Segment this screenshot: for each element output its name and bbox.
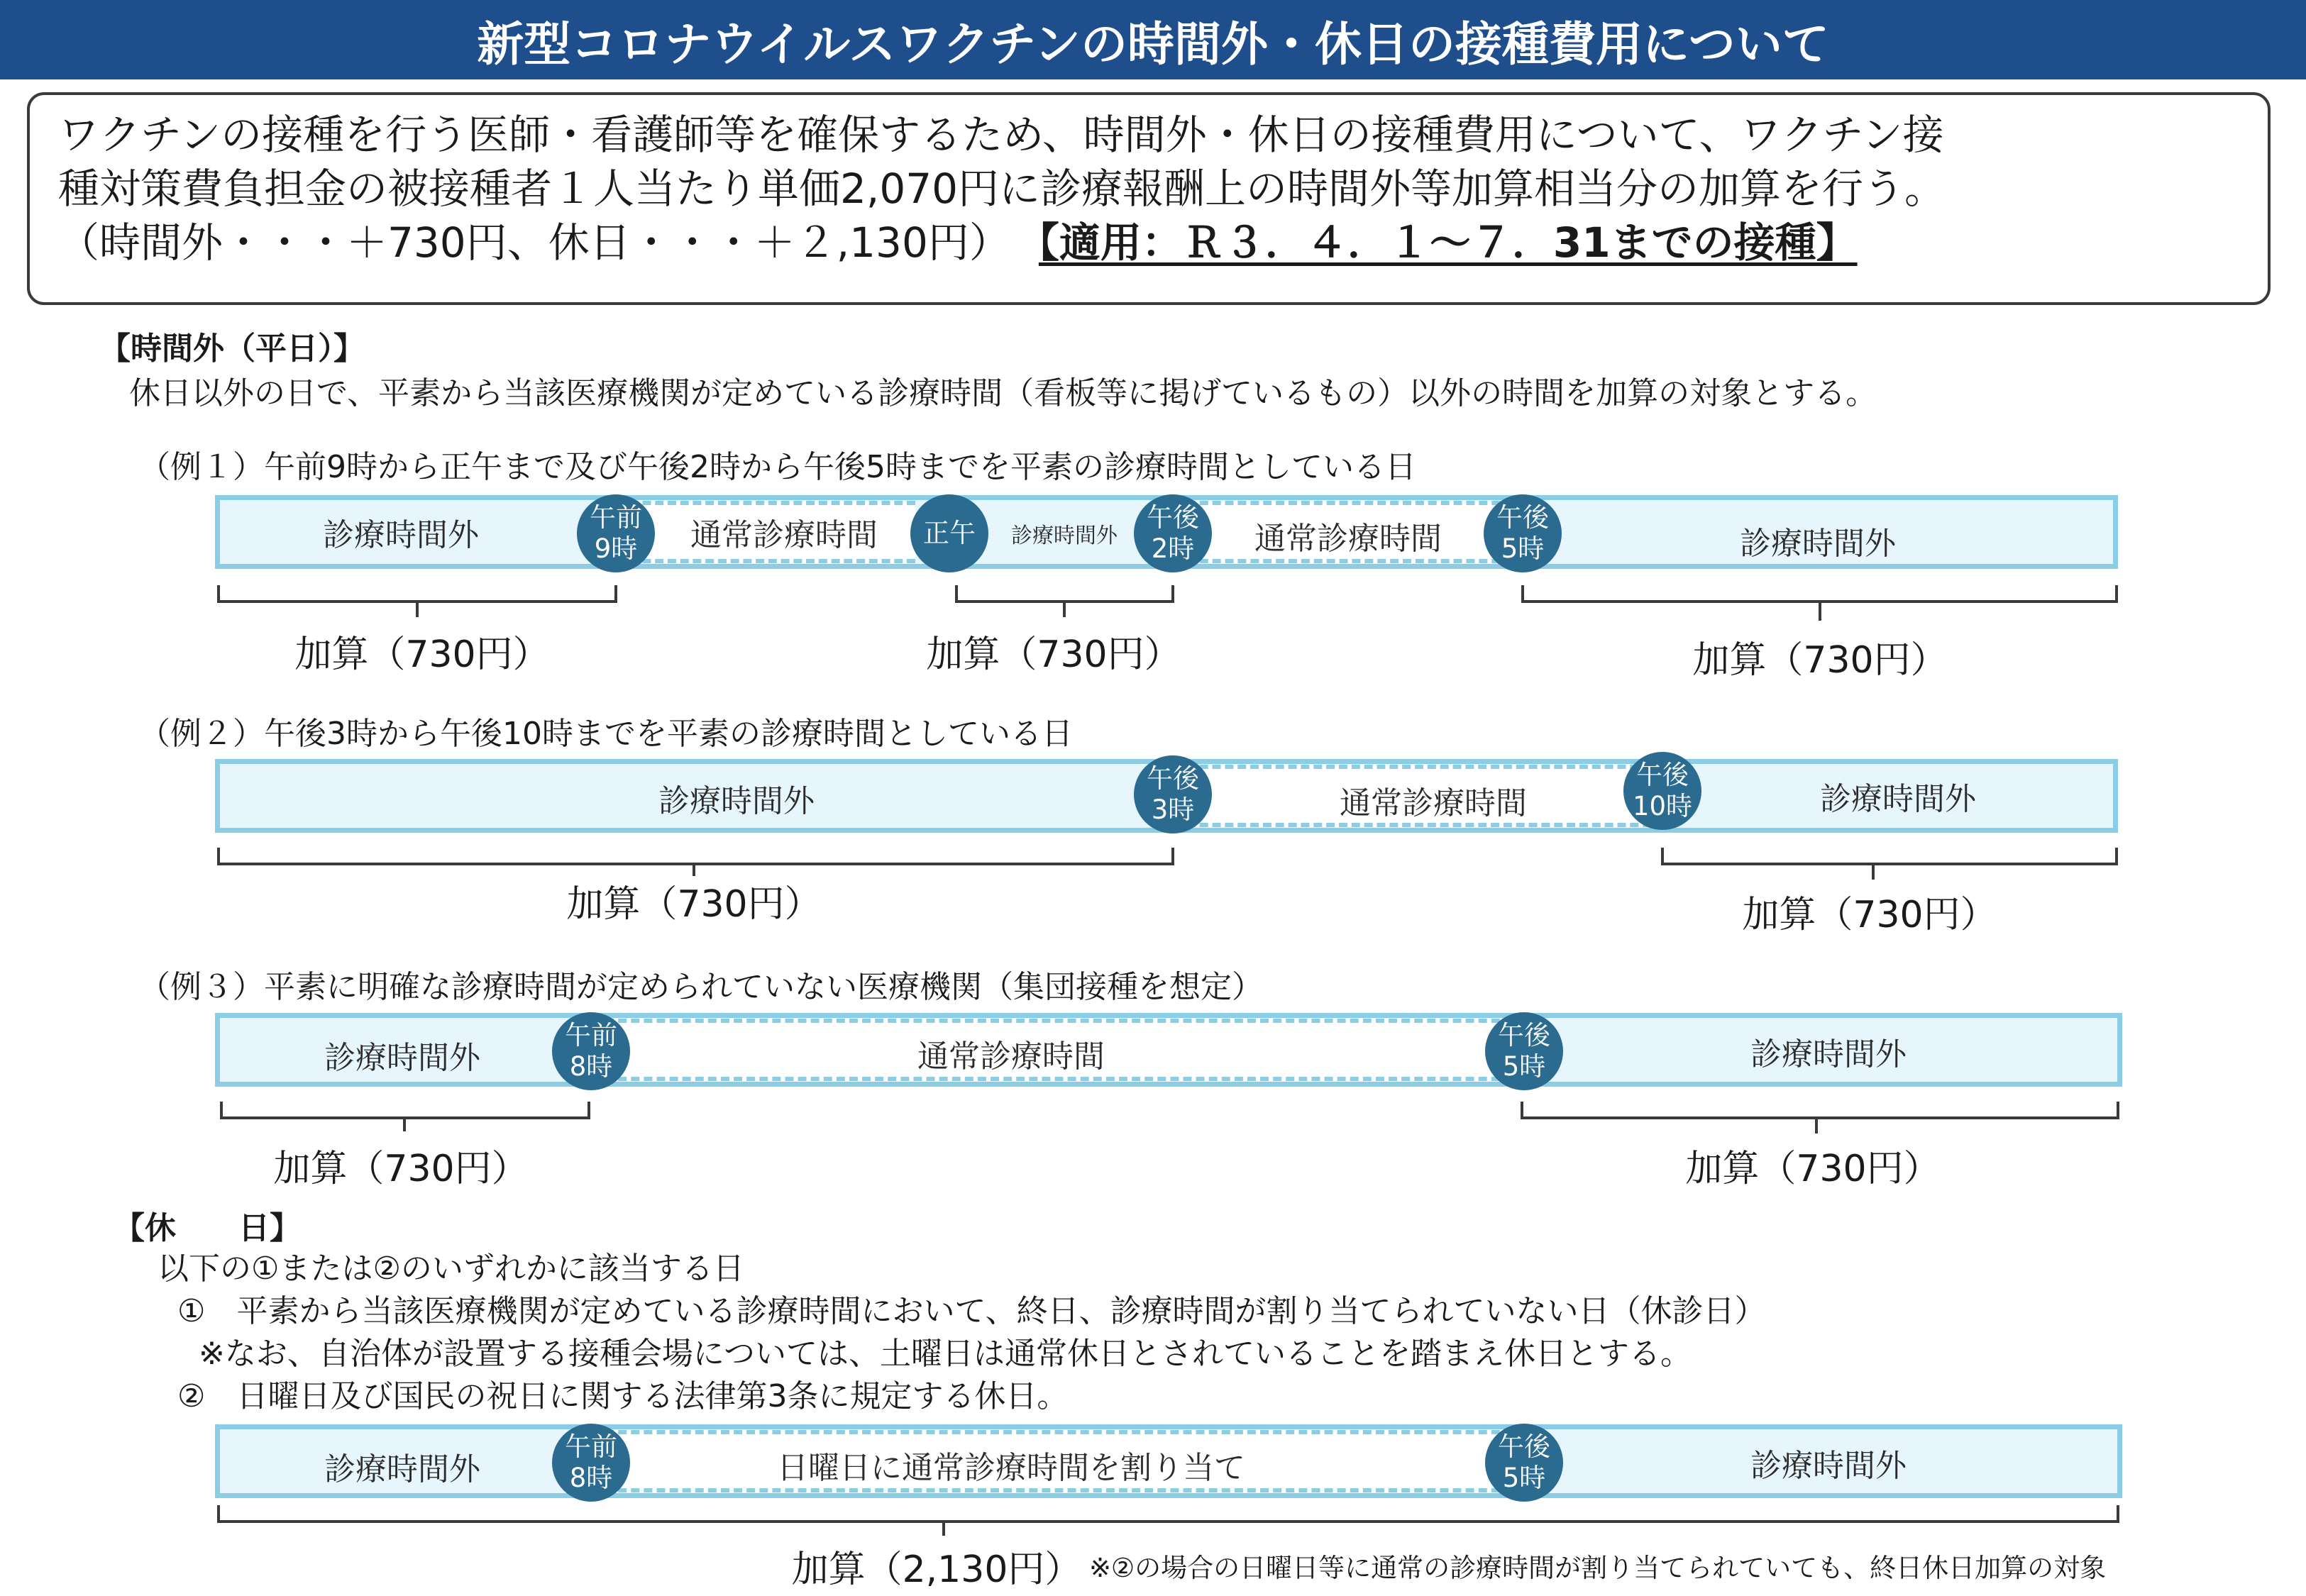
example-3-time-marker-8am <box>552 1012 630 1090</box>
example-3-title: （例３）平素に明確な診療時間が定められていない医療機関（集団接種を想定） <box>139 969 1263 1005</box>
holiday-item-1-note: ※なお、自治体が設置する接種会場については、土曜日は通常休日とされていることを踏まえ休日とする。 <box>199 1336 1692 1372</box>
bracket-ex2-1 <box>219 848 1173 876</box>
marker-line: 午前 <box>565 1020 617 1051</box>
example-1-segment-normal-2: 通常診療時間 <box>1254 521 1442 557</box>
example-2-segment-off-hours-2: 診療時間外 <box>1820 781 1976 817</box>
bracket-ex1-3 <box>1523 585 2117 621</box>
example-3-segment-normal: 通常診療時間 <box>917 1038 1105 1075</box>
holiday-time-marker-8am <box>552 1424 630 1502</box>
marker-line: 午前 <box>590 502 642 533</box>
holiday-segment-off-hours-1: 診療時間外 <box>324 1451 480 1487</box>
marker-line: 8時 <box>569 1051 613 1082</box>
example-1-segment-off-hours-1: 診療時間外 <box>323 517 479 553</box>
intro-box <box>27 92 2271 305</box>
bracket-ex1-1 <box>219 585 616 617</box>
example-2-segment-normal: 通常診療時間 <box>1340 785 1527 821</box>
example-1-segment-off-hours-3: 診療時間外 <box>1740 526 1896 562</box>
bracket-ex1-2 <box>956 585 1173 617</box>
bracket-ex3-2 <box>1522 1102 2118 1134</box>
holiday-item-1: ① 平素から当該医療機関が定めている診療時間において、終日、診療時間が割り当てられていない日（休診日） <box>177 1293 1766 1329</box>
marker-line: 3時 <box>1151 794 1195 825</box>
intro-period: 【適用：Ｒ３．４．１～７．31までの接種】 <box>1038 218 1858 267</box>
holiday-segment-off-hours-2: 診療時間外 <box>1750 1448 1907 1484</box>
holiday-surcharge: 加算（2,130円） <box>791 1548 1082 1591</box>
marker-line: 10時 <box>1632 791 1693 821</box>
page-title: 新型コロナウイルスワクチンの時間外・休日の接種費用について <box>0 0 2306 79</box>
example-2-time-marker-3pm <box>1134 755 1212 833</box>
marker-line: 午後 <box>1498 1020 1550 1051</box>
example-1-time-marker-5pm <box>1484 494 1562 572</box>
holiday-item-2: ② 日曜日及び国民の祝日に関する法律第3条に規定する休日。 <box>177 1378 1069 1414</box>
example-3-segment-off-hours-2: 診療時間外 <box>1750 1036 1907 1073</box>
intro-line-2: 種対策費負担金の被接種者１人当たり単価2,070円に診療報酬上の時間外等加算相当分の加算を行う。 <box>58 165 1946 213</box>
marker-line: 5時 <box>1502 1051 1546 1082</box>
marker-line: 午後 <box>1147 502 1199 533</box>
marker-line: 午後 <box>1498 1431 1550 1462</box>
example-1-surcharge-3: 加算（730円） <box>1692 639 1948 682</box>
marker-line: 午後 <box>1636 760 1689 790</box>
example-1-time-marker-2pm <box>1134 494 1212 572</box>
example-3-surcharge-1: 加算（730円） <box>273 1148 529 1190</box>
example-1-time-marker-noon <box>910 494 988 572</box>
marker-line: 8時 <box>569 1463 613 1493</box>
intro-line-1: ワクチンの接種を行う医師・看護師等を確保するため、時間外・休日の接種費用について、ワクチン接 <box>58 111 1944 159</box>
marker-line: 正午 <box>923 518 976 548</box>
intro-rates: （時間外・・・＋730円、休日・・・＋２,130円） <box>58 218 1010 267</box>
example-2-title: （例２）午後3時から午後10時までを平素の診療時間としている日 <box>139 716 1073 752</box>
holiday-heading: 【休 日】 <box>114 1210 301 1246</box>
example-3-time-marker-5pm <box>1485 1012 1563 1090</box>
example-1-segment-off-hours-2: 診療時間外 <box>1011 523 1118 548</box>
marker-line: 午前 <box>565 1431 617 1462</box>
marker-line: 9時 <box>594 533 638 564</box>
example-1-time-marker-9am <box>577 494 655 572</box>
bracket-ex3-1 <box>221 1102 589 1131</box>
example-2-surcharge-2: 加算（730円） <box>1742 894 1997 936</box>
example-1-surcharge-1: 加算（730円） <box>294 633 550 676</box>
overtime-description: 休日以外の日で、平素から当該医療機関が定めている診療時間（看板等に掲げているもの）以外の時間を加算の対象とする。 <box>129 375 1877 411</box>
example-1-surcharge-2: 加算（730円） <box>926 633 1181 676</box>
overtime-heading: 【時間外（平日）】 <box>99 331 365 367</box>
bracket-ex2-2 <box>1662 848 2117 880</box>
example-3-segment-off-hours-1: 診療時間外 <box>324 1040 480 1076</box>
example-1-segment-normal-1: 通常診療時間 <box>690 517 878 553</box>
holiday-segment-assigned: 日曜日に通常診療時間を割り当て <box>777 1450 1245 1486</box>
holiday-note: ※②の場合の日曜日等に通常の診療時間が割り当てられていても、終日休日加算の対象 <box>1089 1553 2107 1583</box>
marker-line: 5時 <box>1501 533 1545 564</box>
marker-line: 2時 <box>1151 533 1195 564</box>
example-2-surcharge-1: 加算（730円） <box>566 883 822 926</box>
bracket-holiday <box>219 1505 2118 1536</box>
example-2-segment-off-hours-1: 診療時間外 <box>658 783 815 819</box>
example-3-surcharge-2: 加算（730円） <box>1685 1148 1941 1190</box>
marker-line: 午後 <box>1496 502 1549 533</box>
holiday-intro: 以下の①または②のいずれかに該当する日 <box>158 1251 744 1287</box>
intro-line-3 <box>58 216 2239 270</box>
holiday-time-marker-5pm <box>1485 1424 1563 1502</box>
example-2-time-marker-10pm <box>1623 752 1701 830</box>
marker-line: 5時 <box>1502 1463 1546 1493</box>
example-1-title: （例１）午前9時から正午まで及び午後2時から午後5時までを平素の診療時間としている日 <box>139 449 1416 485</box>
marker-line: 午後 <box>1147 763 1199 794</box>
